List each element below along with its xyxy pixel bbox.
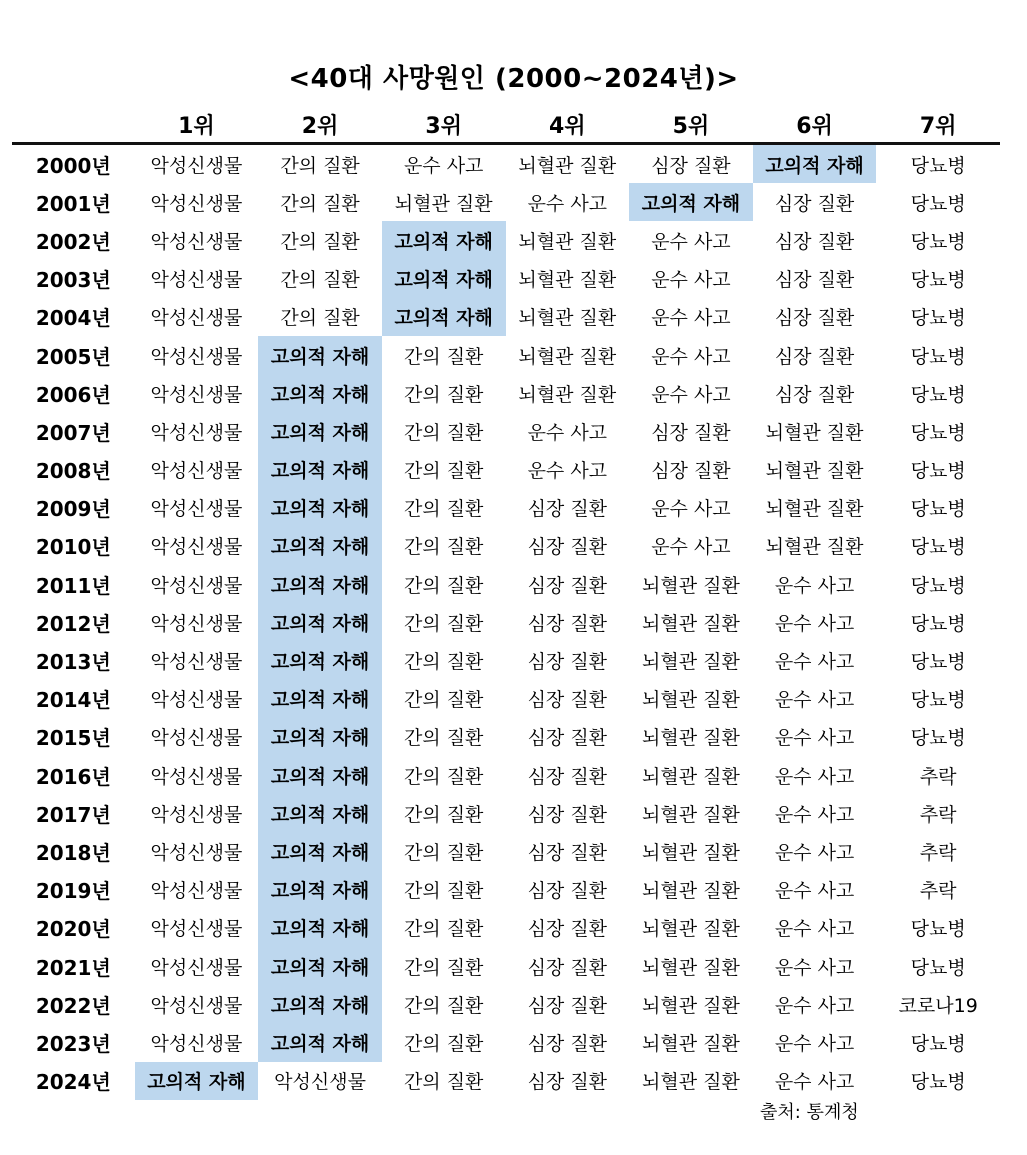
- cause-cell: 뇌혈관 질환: [642, 727, 740, 750]
- cause-cell: 간의 질환: [280, 230, 360, 253]
- cause-cell: 악성신생물: [150, 574, 243, 597]
- cause-cell: 당뇨병: [910, 498, 966, 521]
- cause-cell: 간의 질환: [403, 1071, 484, 1094]
- cause-cell: 간의 질환: [403, 612, 484, 635]
- cause-cell: 간의 질환: [403, 841, 484, 864]
- cause-cell: 간의 질환: [403, 803, 484, 826]
- year-cell: 2020년: [35, 917, 111, 942]
- cause-cell: 심장 질환: [774, 230, 855, 253]
- cause-cell: 운수 사고: [774, 994, 855, 1017]
- table-row: [12, 1062, 1000, 1100]
- cause-cell: 간의 질환: [403, 460, 484, 483]
- cause-cell: 심장 질환: [527, 651, 608, 674]
- cause-cell: 간의 질환: [403, 880, 484, 903]
- cause-cell: 당뇨병: [910, 460, 966, 483]
- highlighted-cause-cell: 고의적 자해: [258, 756, 382, 794]
- highlighted-cause-cell: 고의적 자해: [135, 1062, 259, 1100]
- year-cell: 2009년: [35, 497, 111, 522]
- highlighted-cause-cell: 고의적 자해: [629, 183, 753, 221]
- table-row: [12, 374, 1000, 412]
- cause-cell: 운수 사고: [774, 956, 855, 979]
- cause-cell: 뇌혈관 질환: [642, 994, 740, 1017]
- cause-cell: 간의 질환: [403, 574, 484, 597]
- cause-cell: 간의 질환: [280, 269, 360, 292]
- cause-cell: 간의 질환: [280, 192, 360, 215]
- cause-of-death-table: [12, 106, 1000, 1100]
- cause-cell: 당뇨병: [910, 574, 966, 597]
- year-cell: 2005년: [35, 344, 111, 369]
- cause-cell: 심장 질환: [527, 498, 608, 521]
- table-row: [12, 756, 1000, 794]
- year-cell: 2015년: [35, 726, 111, 751]
- cause-cell: 뇌혈관 질환: [518, 383, 617, 406]
- cause-cell: 당뇨병: [910, 612, 966, 635]
- cause-cell: 심장 질환: [527, 574, 608, 597]
- year-cell: 2021년: [35, 955, 111, 980]
- cause-cell: 악성신생물: [150, 154, 243, 177]
- cause-cell: 악성신생물: [150, 536, 243, 559]
- year-cell: 2006년: [35, 382, 111, 407]
- highlighted-cause-cell: 고의적 자해: [258, 336, 382, 374]
- cause-cell: 운수 사고: [774, 803, 855, 826]
- table-row: [12, 527, 1000, 565]
- table-row: [12, 183, 1000, 221]
- cause-cell: 당뇨병: [910, 307, 966, 330]
- highlighted-cause-cell: 고의적 자해: [258, 451, 382, 489]
- year-cell: 2000년: [35, 153, 111, 178]
- year-cell: 2022년: [35, 993, 111, 1018]
- cause-cell: 간의 질환: [403, 727, 484, 750]
- cause-cell: 뇌혈관 질환: [642, 880, 740, 903]
- highlighted-cause-cell: 고의적 자해: [258, 718, 382, 756]
- cause-cell: 간의 질환: [403, 689, 484, 712]
- highlighted-cause-cell: 고의적 자해: [258, 489, 382, 527]
- cause-cell: 심장 질환: [527, 841, 608, 864]
- year-cell: 2024년: [35, 1070, 111, 1095]
- cause-cell: 당뇨병: [910, 421, 966, 444]
- cause-cell: 악성신생물: [150, 956, 243, 979]
- cause-cell: 운수 사고: [774, 1071, 855, 1094]
- table-row: [12, 412, 1000, 450]
- highlighted-cause-cell: 고의적 자해: [258, 641, 382, 679]
- year-cell: 2013년: [35, 650, 111, 675]
- cause-cell: 뇌혈관 질환: [518, 307, 617, 330]
- cause-cell: 운수 사고: [527, 421, 608, 444]
- cause-cell: 당뇨병: [910, 1032, 966, 1055]
- cause-cell: 악성신생물: [150, 994, 243, 1017]
- cause-cell: 간의 질환: [403, 765, 484, 788]
- cause-cell: 심장 질환: [774, 345, 855, 368]
- cause-cell: 심장 질환: [651, 154, 731, 177]
- cause-cell: 뇌혈관 질환: [642, 689, 740, 712]
- table-header: [12, 106, 1000, 142]
- cause-cell: 심장 질환: [527, 994, 608, 1017]
- cause-cell: 운수 사고: [774, 574, 855, 597]
- highlighted-cause-cell: 고의적 자해: [258, 1023, 382, 1061]
- cause-cell: 당뇨병: [910, 1071, 966, 1094]
- cause-cell: 간의 질환: [403, 918, 484, 941]
- year-cell: 2004년: [35, 306, 111, 331]
- cause-cell: 악성신생물: [150, 651, 243, 674]
- cause-cell: 간의 질환: [403, 421, 484, 444]
- cause-cell: 심장 질환: [651, 421, 731, 444]
- cause-cell: 악성신생물: [150, 689, 243, 712]
- cause-cell: 당뇨병: [910, 689, 966, 712]
- cause-cell: 심장 질환: [527, 880, 608, 903]
- cause-cell: 뇌혈관 질환: [642, 841, 740, 864]
- cause-cell: 악성신생물: [150, 307, 243, 330]
- highlighted-cause-cell: 고의적 자해: [258, 603, 382, 641]
- cause-cell: 당뇨병: [910, 651, 966, 674]
- table-row: [12, 641, 1000, 679]
- cause-cell: 운수 사고: [774, 765, 855, 788]
- cause-cell: 악성신생물: [150, 421, 243, 444]
- year-cell: 2014년: [35, 688, 111, 713]
- year-cell: 2023년: [35, 1031, 111, 1056]
- highlighted-cause-cell: 고의적 자해: [753, 145, 877, 183]
- cause-cell: 심장 질환: [774, 307, 855, 330]
- highlighted-cause-cell: 고의적 자해: [382, 298, 506, 336]
- cause-cell: 악성신생물: [150, 1032, 243, 1055]
- cause-cell: 심장 질환: [527, 612, 608, 635]
- cause-cell: 악성신생물: [150, 345, 243, 368]
- cause-cell: 뇌혈관 질환: [642, 574, 740, 597]
- cause-cell: 악성신생물: [150, 803, 243, 826]
- cause-cell: 간의 질환: [403, 994, 484, 1017]
- cause-cell: 심장 질환: [527, 803, 608, 826]
- cause-cell: 심장 질환: [527, 1071, 608, 1094]
- year-cell: 2003년: [35, 268, 111, 293]
- cause-cell: 뇌혈관 질환: [765, 460, 864, 483]
- table-row: [12, 145, 1000, 183]
- cause-cell: 뇌혈관 질환: [765, 536, 864, 559]
- cause-cell: 뇌혈관 질환: [642, 612, 740, 635]
- table-row: [12, 298, 1000, 336]
- cause-cell: 악성신생물: [150, 612, 243, 635]
- cause-cell: 운수 사고: [774, 841, 855, 864]
- cause-cell: 악성신생물: [150, 192, 243, 215]
- table-row: [12, 985, 1000, 1023]
- cause-cell: 당뇨병: [910, 383, 966, 406]
- table-row: [12, 221, 1000, 259]
- cause-cell: 운수 사고: [651, 269, 731, 292]
- cause-cell: 운수 사고: [774, 612, 855, 635]
- cause-cell: 악성신생물: [150, 269, 243, 292]
- cause-cell: 뇌혈관 질환: [394, 192, 493, 215]
- cause-cell: 악성신생물: [150, 727, 243, 750]
- header-rank-1: 1위: [178, 113, 215, 139]
- cause-cell: 간의 질환: [403, 498, 484, 521]
- cause-cell: 악성신생물: [274, 1071, 366, 1094]
- year-cell: 2010년: [35, 535, 111, 560]
- cause-cell: 운수 사고: [403, 154, 484, 177]
- year-cell: 2019년: [35, 879, 111, 904]
- cause-cell: 운수 사고: [774, 689, 855, 712]
- cause-cell: 간의 질환: [403, 345, 484, 368]
- cause-cell: 당뇨병: [910, 536, 966, 559]
- year-cell: 2001년: [35, 191, 111, 216]
- cause-cell: 악성신생물: [150, 841, 243, 864]
- highlighted-cause-cell: 고의적 자해: [258, 985, 382, 1023]
- highlighted-cause-cell: 고의적 자해: [258, 565, 382, 603]
- highlighted-cause-cell: 고의적 자해: [258, 412, 382, 450]
- year-cell: 2007년: [35, 420, 111, 445]
- table-row: [12, 336, 1000, 374]
- table-row: [12, 794, 1000, 832]
- highlighted-cause-cell: 고의적 자해: [382, 260, 506, 298]
- cause-cell: 운수 사고: [774, 727, 855, 750]
- table-body: [12, 145, 1000, 1100]
- year-cell: 2016년: [35, 764, 111, 789]
- cause-cell: 추락: [919, 803, 957, 826]
- highlighted-cause-cell: 고의적 자해: [258, 909, 382, 947]
- year-cell: 2008년: [35, 459, 111, 484]
- cause-cell: 뇌혈관 질환: [642, 918, 740, 941]
- highlighted-cause-cell: 고의적 자해: [258, 832, 382, 870]
- cause-cell: 운수 사고: [651, 498, 731, 521]
- table-row: [12, 451, 1000, 489]
- cause-cell: 심장 질환: [651, 460, 731, 483]
- cause-cell: 운수 사고: [527, 192, 608, 215]
- cause-cell: 당뇨병: [910, 956, 966, 979]
- cause-cell: 당뇨병: [910, 269, 966, 292]
- cause-cell: 뇌혈관 질환: [642, 956, 740, 979]
- cause-cell: 운수 사고: [651, 345, 731, 368]
- cause-cell: 간의 질환: [403, 536, 484, 559]
- cause-cell: 악성신생물: [150, 765, 243, 788]
- cause-cell: 심장 질환: [774, 383, 855, 406]
- source-note: 출처: 통계청: [760, 1102, 859, 1123]
- cause-cell: 당뇨병: [910, 918, 966, 941]
- cause-cell: 악성신생물: [150, 498, 243, 521]
- page-title: <40대 사망원인 (2000~2024년)>: [288, 64, 739, 94]
- table-row: [12, 680, 1000, 718]
- cause-cell: 뇌혈관 질환: [518, 230, 617, 253]
- cause-cell: 뇌혈관 질환: [642, 651, 740, 674]
- cause-cell: 심장 질환: [774, 269, 855, 292]
- cause-cell: 운수 사고: [651, 536, 731, 559]
- cause-cell: 뇌혈관 질환: [765, 498, 864, 521]
- cause-cell: 코로나19: [898, 994, 978, 1017]
- year-cell: 2018년: [35, 840, 111, 865]
- table-row: [12, 603, 1000, 641]
- highlighted-cause-cell: 고의적 자해: [258, 947, 382, 985]
- header-rank-2: 2위: [301, 113, 339, 139]
- highlighted-cause-cell: 고의적 자해: [258, 527, 382, 565]
- highlighted-cause-cell: 고의적 자해: [382, 221, 506, 259]
- cause-cell: 뇌혈관 질환: [642, 1032, 740, 1055]
- table-row: [12, 565, 1000, 603]
- year-cell: 2017년: [35, 802, 111, 827]
- cause-cell: 간의 질환: [280, 307, 360, 330]
- cause-cell: 간의 질환: [403, 383, 484, 406]
- highlighted-cause-cell: 고의적 자해: [258, 871, 382, 909]
- table-row: [12, 832, 1000, 870]
- header-rank-4: 4위: [549, 113, 586, 139]
- cause-cell: 심장 질환: [527, 918, 608, 941]
- cause-cell: 운수 사고: [774, 1032, 855, 1055]
- highlighted-cause-cell: 고의적 자해: [258, 374, 382, 412]
- cause-cell: 간의 질환: [403, 1032, 484, 1055]
- cause-cell: 운수 사고: [774, 651, 855, 674]
- cause-cell: 뇌혈관 질환: [642, 1071, 740, 1094]
- header-rank-5: 5위: [672, 113, 710, 139]
- cause-cell: 운수 사고: [651, 307, 731, 330]
- highlighted-cause-cell: 고의적 자해: [258, 794, 382, 832]
- cause-cell: 뇌혈관 질환: [642, 803, 740, 826]
- header-rank-3: 3위: [425, 113, 462, 139]
- header-rank-6: 6위: [796, 113, 833, 139]
- cause-cell: 심장 질환: [527, 1032, 608, 1055]
- cause-cell: 악성신생물: [150, 918, 243, 941]
- cause-cell: 당뇨병: [910, 192, 966, 215]
- year-cell: 2012년: [35, 611, 111, 636]
- cause-cell: 운수 사고: [527, 460, 608, 483]
- cause-cell: 뇌혈관 질환: [518, 345, 617, 368]
- cause-cell: 간의 질환: [280, 154, 360, 177]
- table-row: [12, 909, 1000, 947]
- table-row: [12, 947, 1000, 985]
- cause-cell: 심장 질환: [774, 192, 855, 215]
- table-row: [12, 260, 1000, 298]
- table-row: [12, 489, 1000, 527]
- cause-cell: 심장 질환: [527, 765, 608, 788]
- cause-cell: 악성신생물: [150, 383, 243, 406]
- cause-cell: 악성신생물: [150, 880, 243, 903]
- highlighted-cause-cell: 고의적 자해: [258, 680, 382, 718]
- cause-cell: 심장 질환: [527, 727, 608, 750]
- cause-cell: 당뇨병: [910, 727, 966, 750]
- table-row: [12, 871, 1000, 909]
- cause-cell: 뇌혈관 질환: [518, 154, 617, 177]
- year-cell: 2011년: [35, 573, 111, 598]
- cause-cell: 당뇨병: [910, 230, 966, 253]
- cause-cell: 악성신생물: [150, 230, 243, 253]
- cause-cell: 심장 질환: [527, 689, 608, 712]
- table-row: [12, 718, 1000, 756]
- cause-cell: 운수 사고: [651, 383, 731, 406]
- cause-cell: 운수 사고: [774, 880, 855, 903]
- cause-cell: 뇌혈관 질환: [642, 765, 740, 788]
- cause-cell: 운수 사고: [651, 230, 731, 253]
- table-row: [12, 1023, 1000, 1061]
- cause-cell: 추락: [919, 880, 957, 903]
- cause-cell: 추락: [919, 841, 957, 864]
- cause-cell: 간의 질환: [403, 956, 484, 979]
- cause-cell: 당뇨병: [910, 154, 966, 177]
- cause-cell: 뇌혈관 질환: [765, 421, 864, 444]
- cause-cell: 심장 질환: [527, 536, 608, 559]
- cause-cell: 뇌혈관 질환: [518, 269, 617, 292]
- cause-cell: 당뇨병: [910, 345, 966, 368]
- cause-cell: 간의 질환: [403, 651, 484, 674]
- cause-cell: 추락: [919, 765, 957, 788]
- header-rank-7: 7위: [919, 113, 957, 139]
- year-cell: 2002년: [35, 229, 111, 254]
- cause-cell: 악성신생물: [150, 460, 243, 483]
- cause-cell: 심장 질환: [527, 956, 608, 979]
- cause-cell: 운수 사고: [774, 918, 855, 941]
